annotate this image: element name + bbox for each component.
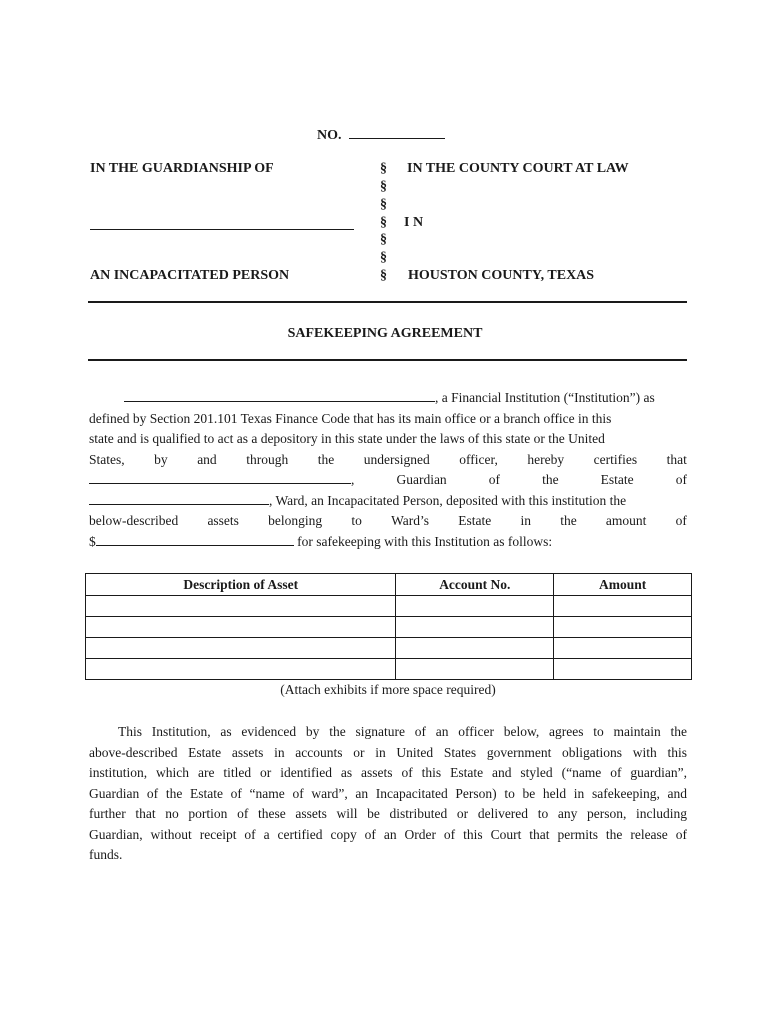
table-row (86, 596, 692, 617)
para1-line-2: defined by Section 201.101 Texas Finance Code that has its main office or a branch office in this (89, 410, 612, 426)
amount-blank (96, 533, 294, 546)
table-cell[interactable] (554, 617, 692, 638)
caption-incapacitated-person: AN INCAPACITATED PERSON (90, 268, 290, 283)
para1-line-6: , Ward, an Incapacitated Person, deposited with this institution the (89, 491, 687, 512)
table-cell[interactable] (86, 638, 396, 659)
ward-name-blank-2 (89, 492, 269, 505)
table-cell[interactable] (554, 659, 692, 680)
header-rule-bottom (88, 359, 687, 361)
section-mark: § (380, 215, 387, 230)
section-mark: § (380, 197, 387, 212)
table-cell[interactable] (396, 659, 554, 680)
table-cell[interactable] (86, 596, 396, 617)
asset-table (85, 573, 692, 680)
table-cell[interactable] (86, 659, 396, 680)
guardian-name-blank (89, 471, 351, 484)
table-note: (Attach exhibits if more space required) (280, 682, 496, 697)
para1-line-8: $ for safekeeping with this Institution as follows: (89, 533, 553, 549)
caption-county-court: IN THE COUNTY COURT AT LAW (407, 161, 629, 176)
para2-line: Guardian, without receipt of a certified copy of an Order of this Court that permits the release of (89, 826, 687, 842)
para1-line-4: States, by and through the undersigned officer, hereby certifies that (89, 451, 687, 467)
para2-line: funds. (89, 847, 123, 862)
institution-name-blank (124, 389, 435, 402)
table-row (86, 617, 692, 638)
section-mark: § (380, 232, 387, 247)
table-header-row (86, 574, 692, 596)
caption-guardianship-of: IN THE GUARDIANSHIP OF (90, 161, 274, 176)
table-cell[interactable] (554, 638, 692, 659)
para1-line-7: below-described assets belonging to Ward’s Estate in the amount of (89, 513, 687, 528)
para2-line: further that no portion of these assets will be distributed or delivered to any person, including (89, 806, 687, 821)
column-header-amount: Amount (554, 574, 692, 596)
para1-line-1: , a Financial Institution (“Institution”) as (89, 388, 687, 409)
table-cell[interactable] (396, 617, 554, 638)
table-cell[interactable] (396, 638, 554, 659)
table-cell[interactable] (396, 596, 554, 617)
section-mark: § (380, 161, 387, 176)
paragraph-agreement (89, 721, 687, 865)
paragraph-institution (89, 388, 687, 552)
case-number-blank (349, 126, 445, 139)
column-header-account: Account No. (396, 574, 554, 596)
section-mark: § (380, 268, 387, 283)
document-title: SAFEKEEPING AGREEMENT (287, 326, 483, 341)
para2-line: Guardian of the Estate of “name of ward”, an Incapacitated Person) to be held in safekeeping, and (89, 785, 687, 801)
para2-line: This Institution, as evidenced by the signature of an officer below, agrees to maintain the (118, 724, 687, 739)
para2-line: institution, which are titled or identified as assets of this Estate and styled (“name of guardian”, (89, 765, 687, 780)
table-row (86, 659, 692, 680)
table-row (86, 638, 692, 659)
caption-court-in: I N (404, 215, 424, 230)
case-number-label: NO. (317, 128, 342, 143)
ward-name-blank (90, 229, 354, 230)
section-mark: § (380, 179, 387, 194)
para1-line-5: , Guardian of the Estate of (89, 470, 687, 491)
header-rule-top (88, 301, 687, 303)
column-header-description: Description of Asset (86, 574, 396, 596)
para1-line-3: state and is qualified to act as a depository in this state under the laws of this state or the United (89, 431, 605, 446)
section-mark: § (380, 250, 387, 265)
table-cell[interactable] (86, 617, 396, 638)
table-cell[interactable] (554, 596, 692, 617)
caption-county-name: HOUSTON COUNTY, TEXAS (408, 268, 595, 283)
case-number-line (317, 126, 445, 144)
para2-line: above-described Estate assets in accounts or in United States government obligations with this (89, 744, 687, 760)
